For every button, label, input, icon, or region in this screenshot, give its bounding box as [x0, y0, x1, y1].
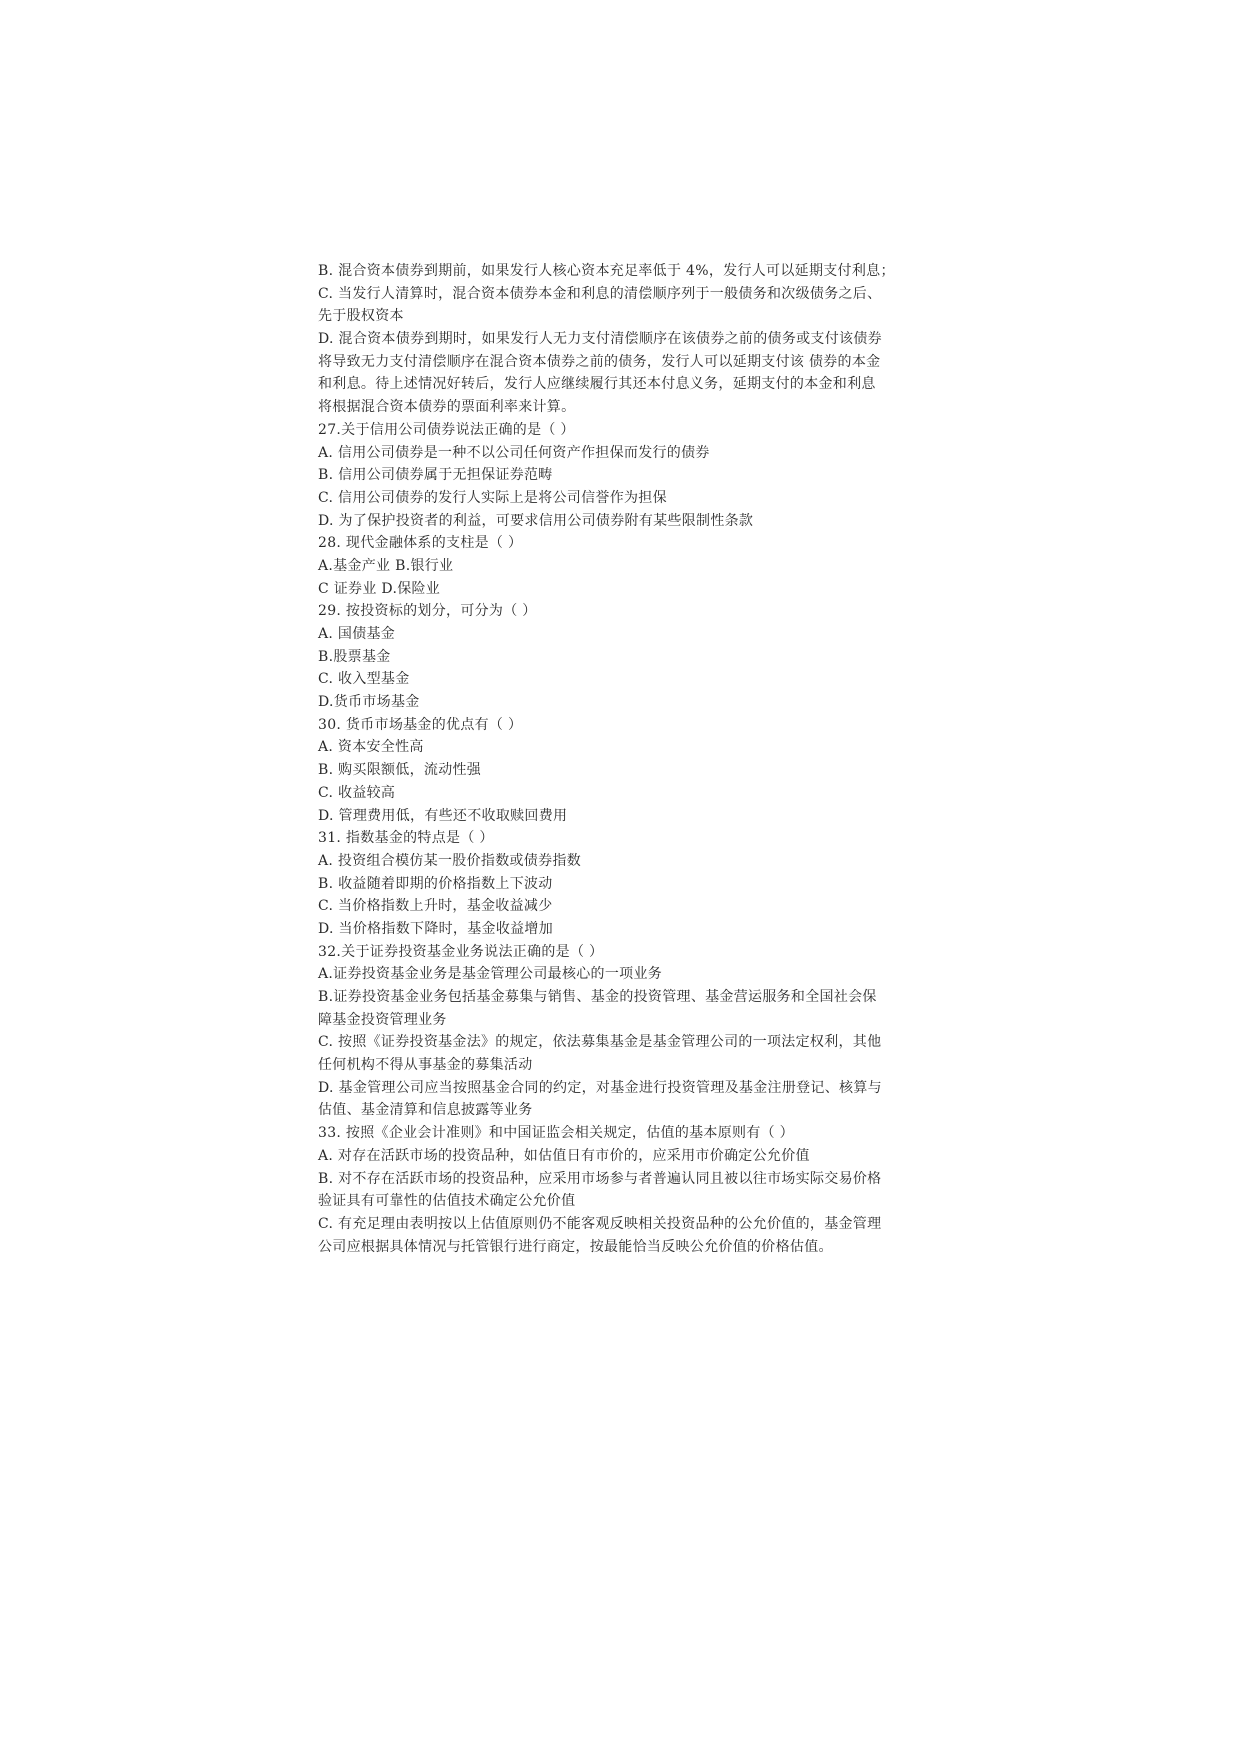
text-line: 障基金投资管理业务 [318, 1011, 447, 1028]
text-line: 31. 指数基金的特点是（ ） [318, 830, 494, 847]
text-line: A. 信用公司债券是一种不以公司任何资产作担保而发行的债券 [318, 444, 710, 461]
text-line: C. 信用公司债券的发行人实际上是将公司信誉作为担保 [318, 489, 667, 506]
text-line: 33. 按照《企业会计准则》和中国证监会相关规定，估值的基本原则有（ ） [318, 1125, 794, 1142]
text-line: 估值、基金清算和信息披露等业务 [318, 1102, 533, 1119]
text-line: 先于股权资本 [318, 308, 404, 325]
text-line: C 证券业 D.保险业 [318, 580, 441, 597]
text-line: C. 收入型基金 [318, 671, 410, 688]
text-line: C. 有充足理由表明按以上估值原则仍不能客观反映相关投资品种的公允价值的，基金管理 [318, 1215, 882, 1232]
text-line: 29. 按投资标的划分，可分为（ ） [318, 603, 537, 620]
text-line: D. 混合资本债券到期时，如果发行人无力支付清偿顺序在该债券之前的债务或支付该债券 [318, 331, 882, 348]
text-line: 和利息。待上述情况好转后，发行人应继续履行其还本付息义务，延期支付的本金和利息 [318, 376, 876, 393]
text-line: D.货币市场基金 [318, 694, 420, 711]
text-line: 32.关于证券投资基金业务说法正确的是（ ） [318, 943, 604, 960]
text-line: B.证券投资基金业务包括基金募集与销售、基金的投资管理、基金营运服务和全国社会保 [318, 989, 877, 1005]
text-line: 验证具有可靠性的估值技术确定公允价值 [318, 1193, 576, 1210]
text-line: A.证券投资基金业务是基金管理公司最核心的一项业务 [318, 966, 663, 983]
text-line: B.股票基金 [318, 648, 391, 665]
text-line: A. 投资组合模仿某一股价指数或债券指数 [318, 852, 582, 869]
text-line: D. 基金管理公司应当按照基金合同的约定，对基金进行投资管理及基金注册登记、核算与 [318, 1079, 882, 1096]
text-line: 将根据混合资本债券的票面利率来计算。 [318, 399, 576, 416]
text-line: 28. 现代金融体系的支柱是（ ） [318, 535, 523, 552]
text-line: C. 当发行人清算时，混合资本债券本金和利息的清偿顺序列于一般债务和次级债务之后、 [318, 285, 882, 302]
text-line: B. 购买限额低，流动性强 [318, 762, 482, 779]
text-line: 将导致无力支付清偿顺序在混合资本债券之前的债务，发行人可以延期支付该 债券的本金 [318, 353, 881, 370]
text-line: A. 国债基金 [318, 626, 396, 642]
text-line: B. 混合资本债券到期前，如果发行人核心资本充足率低于 4%，发行人可以延期支付利息； [318, 263, 895, 279]
text-line: C. 当价格指数上升时，基金收益减少 [318, 898, 553, 915]
text-line: C. 收益较高 [318, 784, 396, 801]
text-line: D. 为了保护投资者的利益，可要求信用公司债券附有某些限制性条款 [318, 512, 754, 529]
text-line: B. 收益随着即期的价格指数上下波动 [318, 875, 553, 892]
text-line: A.基金产业 B.银行业 [318, 557, 454, 574]
text-line: C. 按照《证券投资基金法》的规定，依法募集基金是基金管理公司的一项法定权利，其他 [318, 1034, 882, 1051]
text-line: B. 对不存在活跃市场的投资品种，应采用市场参与者普遍认同且被以往市场实际交易价格 [318, 1170, 882, 1187]
text-line: D. 管理费用低，有些还不收取赎回费用 [318, 807, 568, 824]
text-line: 公司应根据具体情况与托管银行进行商定，按最能恰当反映公允价值的价格估值。 [318, 1238, 833, 1255]
text-line: D. 当价格指数下降时，基金收益增加 [318, 920, 554, 937]
text-line: B. 信用公司债券属于无担保证券范畴 [318, 467, 553, 484]
text-line: 27.关于信用公司债券说法正确的是（ ） [318, 421, 575, 438]
text-line: 30. 货币市场基金的优点有（ ） [318, 716, 523, 733]
text-line: 任何机构不得从事基金的募集活动 [318, 1057, 533, 1074]
text-line: A. 对存在活跃市场的投资品种，如估值日有市价的，应采用市价确定公允价值 [318, 1147, 810, 1164]
document-body [318, 260, 930, 1258]
text-line: A. 资本安全性高 [318, 739, 424, 756]
